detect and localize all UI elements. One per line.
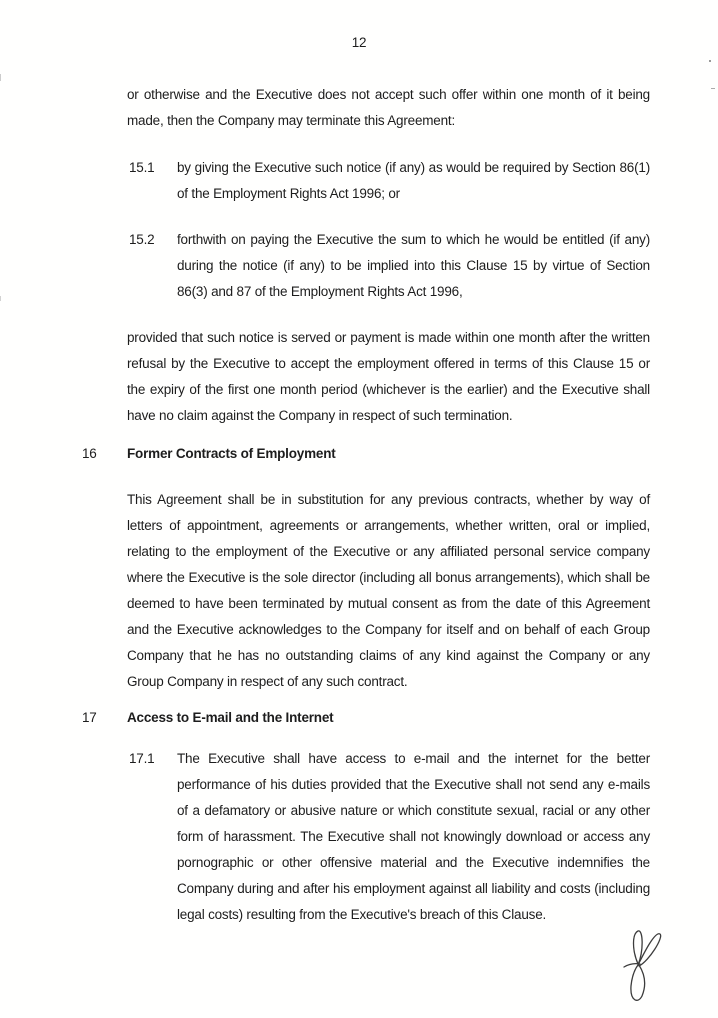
clause-number: 15.2 <box>129 232 155 247</box>
section-16-heading-row <box>82 441 650 467</box>
clause-text: by giving the Executive such notice (if any) as would be required by Section 86(1) of the Employment Rights Act 1996; or <box>177 160 650 201</box>
clause-15-1 <box>129 155 650 207</box>
section-heading: Access to E-mail and the Internet <box>127 710 334 725</box>
proviso-paragraph: provided that such notice is served or payment is made within one month after the written refusal by the Executive to accept the employment offered in terms of this Clause 15 or the expiry of the first one month period (whichever is the earlier) and the Executive shall have no claim against the Company in respect of such termination. <box>127 330 650 423</box>
clause-15-2 <box>129 227 650 305</box>
section-number: 16 <box>82 446 97 461</box>
section-17-heading-row <box>82 705 650 731</box>
section-number: 17 <box>82 710 97 725</box>
scan-speck <box>0 296 1 301</box>
clause-text: The Executive shall have access to e-mail and the internet for the better performance of his duties provided that the Executive shall not send any e-mails of a defamatory or abusive nature or which constitute sexual, racial or any other form of harassment. The Executive shall not knowingly download or access any pornographic or other offensive material and the Executive indemnifies the Company during and after his employment against all liability and costs (including legal costs) resulting from the Executive's breach of this Clause. <box>177 751 650 922</box>
section-heading: Former Contracts of Employment <box>127 446 336 461</box>
continuation-paragraph: or otherwise and the Executive does not accept such offer within one month of it being made, then the Company may terminate this Agreement: <box>127 87 650 128</box>
scan-speck <box>709 60 711 62</box>
page-number: 12 <box>351 35 367 50</box>
section-16-body-paragraph: This Agreement shall be in substitution for any previous contracts, whether by way of letters of appointment, agreements or arrangements, whether written, oral or implied, relating to the employment of the Executive or any affiliated personal service company where the Executive is the sole director (including all bonus arrangements), which shall be deemed to have been terminated by mutual consent as from the date of this Agreement and the Executive acknowledges to the Company for itself and on behalf of each Group Company that he has no outstanding claims of any kind against the Company or any Group Company in respect of any such contract. <box>127 492 650 689</box>
clause-17-1 <box>129 746 650 928</box>
handwritten-initials-mark <box>602 922 668 1008</box>
clause-number: 15.1 <box>129 160 155 175</box>
clause-number: 17.1 <box>129 751 155 766</box>
signature-ink-icon <box>602 922 668 1008</box>
scan-speck <box>0 74 1 81</box>
scan-speck <box>711 88 715 89</box>
clause-text: forthwith on paying the Executive the sum to which he would be entitled (if any) during the notice (if any) to be implied into this Clause 15 by virtue of Section 86(3) and 87 of the Employment Rights Act 1996, <box>177 232 650 299</box>
